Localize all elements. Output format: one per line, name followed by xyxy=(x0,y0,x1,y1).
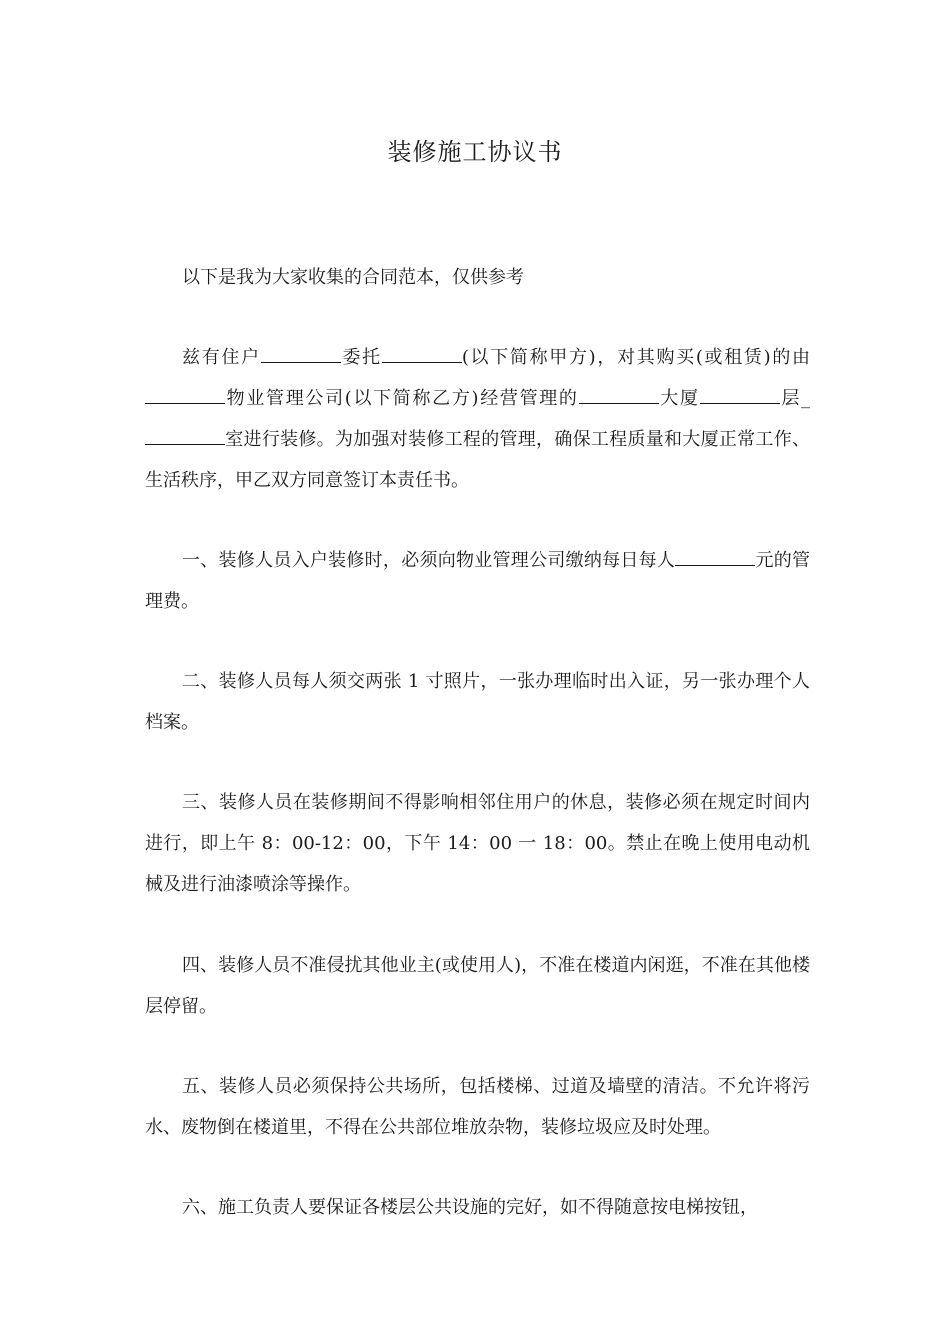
blank-field xyxy=(675,547,755,566)
clause-1 xyxy=(145,540,810,622)
clause-text-part: 一、装修人员入户装修时，必须向物业管理公司缴纳每日每人 xyxy=(182,550,676,571)
blank-field xyxy=(145,426,225,445)
clause-6 xyxy=(145,1187,810,1228)
clause-text-part: 元的管理费。 xyxy=(145,550,811,612)
blank-field xyxy=(382,344,462,363)
opening-text-part: 大厦 xyxy=(658,388,700,409)
clause-6-text: 六、施工负责人要保证各楼层公共设施的完好，如不得随意按电梯按钮， xyxy=(182,1197,758,1218)
clause-3-text: 三、装修人员在装修期间不得影响相邻住用户的休息，装修必须在规定时间内进行，即上午 8：00-12：00，下午 14：00 一 18：00。禁止在晚上使用电动机械及进行油漆喷涂等操作。 xyxy=(145,792,810,895)
clause-4-text: 四、装修人员不准侵扰其他业主(或使用人)，不准在楼道内闲逛，不准在其他楼层停留。 xyxy=(145,955,810,1017)
blank-field xyxy=(579,385,659,404)
opening-text-part: 层_ xyxy=(779,388,811,409)
blank-field xyxy=(261,344,341,363)
clause-5 xyxy=(145,1066,810,1148)
opening-paragraph xyxy=(145,337,810,501)
blank-field xyxy=(145,385,225,404)
opening-text-part: 委托 xyxy=(340,347,382,368)
clause-3 xyxy=(145,782,810,905)
intro-paragraph xyxy=(145,257,810,298)
clause-2 xyxy=(145,661,810,743)
clause-2-text: 二、装修人员每人须交两张 1 寸照片，一张办理临时出入证，另一张办理个人档案。 xyxy=(145,671,810,733)
intro-text: 以下是我为大家收集的合同范本，仅供参考 xyxy=(182,267,524,288)
opening-text-part: 物业管理公司(以下简称乙方)经营管理的 xyxy=(225,388,579,409)
document-title: 装修施工协议书 xyxy=(387,138,563,166)
opening-text xyxy=(145,337,810,501)
opening-text-part: 兹有住户 xyxy=(182,347,261,368)
clause-4 xyxy=(145,945,810,1027)
clause-1-text xyxy=(145,540,810,622)
opening-text-part: 室进行装修。为加强对装修工程的管理，确保工程质量和大厦正常工作、生活秩序，甲乙双方同意签订本责任书。 xyxy=(145,429,810,491)
blank-field xyxy=(700,385,780,404)
clause-5-text: 五、装修人员必须保持公共场所，包括楼梯、过道及墙壁的清洁。不允许将污水、废物倒在楼道里，不得在公共部位堆放杂物，装修垃圾应及时处理。 xyxy=(145,1076,810,1138)
opening-text-part: (以下简称甲方)，对其购买(或租赁)的由 xyxy=(461,347,811,368)
